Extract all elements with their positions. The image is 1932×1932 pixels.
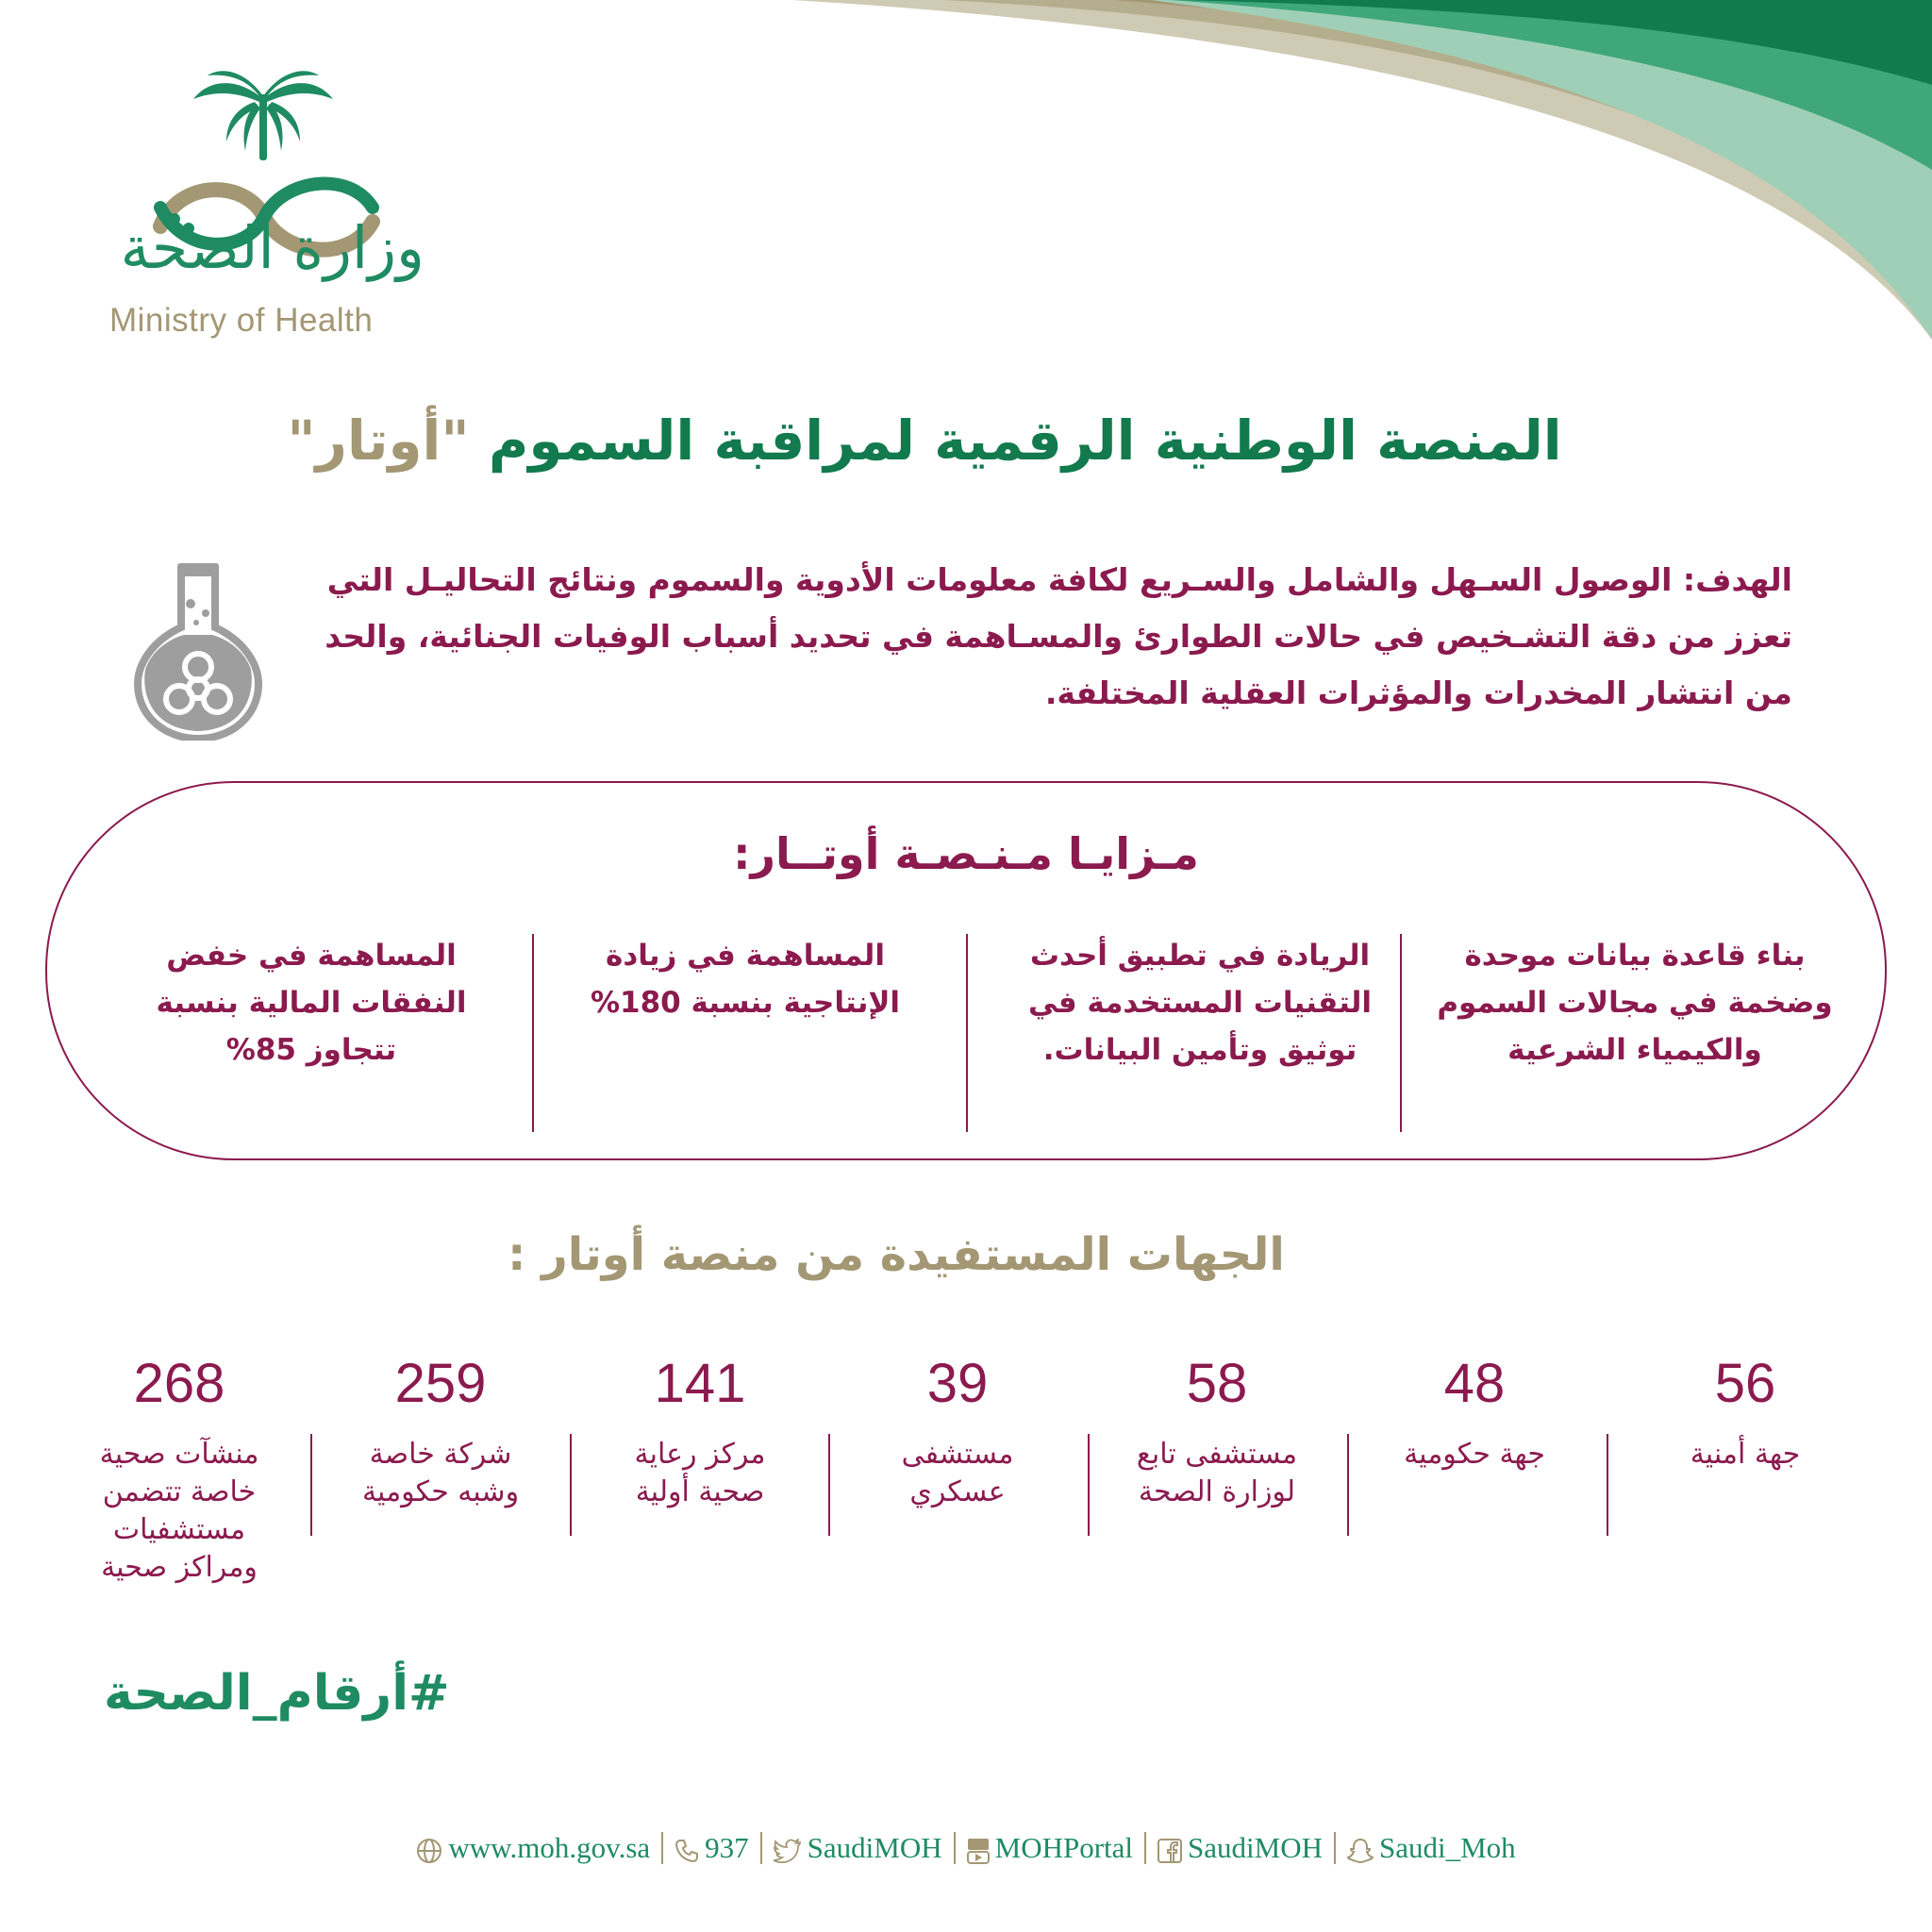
snapchat-text: Saudi_Moh <box>1378 1830 1516 1864</box>
stat-divider <box>570 1434 572 1536</box>
footer-separator <box>760 1832 762 1864</box>
page-title <box>189 406 1660 476</box>
footer-phone[interactable] <box>675 1831 749 1865</box>
stat-item <box>1623 1353 1868 1474</box>
footer-youtube[interactable] <box>967 1831 1133 1865</box>
biohazard-flask-icon <box>132 561 264 741</box>
feature-divider <box>532 934 534 1132</box>
globe-icon <box>416 1838 442 1864</box>
youtube-icon <box>967 1838 990 1864</box>
phone-icon <box>675 1839 699 1863</box>
stat-item <box>1094 1353 1340 1511</box>
palm-icon <box>193 71 333 160</box>
feature-item: بناء قاعدة بيانات موحدة وضخمة في مجالات السموم والكيمياء الشرعية <box>1437 939 1833 1067</box>
logo-english-name: Ministry of Health <box>109 302 374 339</box>
stat-divider <box>828 1434 830 1536</box>
stat-label: جهة أمنية <box>1690 1438 1801 1471</box>
twitter-text: SaudiMOH <box>807 1830 942 1864</box>
footer-twitter[interactable] <box>774 1831 942 1865</box>
hashtag: #أرقام_الصحة <box>104 1665 450 1722</box>
youtube-text: MOHPortal <box>994 1830 1134 1864</box>
goal-paragraph: الهدف: الوصول السـهل والشامل والسـريع لكافة معلومات الأدوية والسموم ونتائج التحاليـل التي تعزز من دقة التشـخيص في حالات الطوارئ والمسـاهمة في تحديد أسباب الوفيات الجنائية، والحد من انتشار المخدرات والمؤثرات العقلية المختلفة. <box>325 561 1792 711</box>
feature-item: المساهمة في زيادة الإنتاجية بنسبة 180% <box>590 939 901 1020</box>
stat-number: 56 <box>1714 1353 1776 1414</box>
footer-website[interactable] <box>416 1831 650 1865</box>
stat-number: 48 <box>1443 1353 1506 1414</box>
feature-divider <box>966 934 968 1132</box>
feature-item: المساهمة في خفض النفقات المالية بنسبة تتجاوز 85% <box>156 939 467 1067</box>
stat-number: 141 <box>654 1353 746 1414</box>
stat-label: جهة حكومية <box>1404 1438 1545 1471</box>
stat-number: 58 <box>1186 1353 1248 1414</box>
facebook-text: SaudiMOH <box>1188 1830 1323 1864</box>
stat-divider <box>1088 1434 1090 1536</box>
stat-item <box>318 1353 563 1511</box>
stat-label: منشآت صحية خاصة تتضمن مستشفيات ومراكز صحية <box>99 1438 259 1584</box>
features-heading: مـزايـا مـنـصـة أوتــار: <box>733 828 1199 879</box>
footer-separator <box>661 1832 663 1864</box>
beneficiaries-heading: الجهات المستفيدة من منصة أوتار : <box>508 1228 1285 1281</box>
footer-contact-bar <box>0 1828 1932 1865</box>
title-main: المنصة الوطنية الرقمية لمراقبة السموم <box>488 408 1562 473</box>
footer-snapchat[interactable] <box>1347 1831 1516 1865</box>
website-text: www.moh.gov.sa <box>448 1830 651 1864</box>
stat-number: 268 <box>133 1353 225 1414</box>
stat-number: 259 <box>394 1353 487 1414</box>
snapchat-icon <box>1347 1838 1374 1864</box>
stat-divider <box>1607 1434 1608 1536</box>
title-quoted-name: "أوتار" <box>287 408 470 473</box>
stat-item <box>835 1353 1080 1511</box>
footer-separator <box>954 1832 956 1864</box>
feature-item: الريادة في تطبيق أحدث التقنيات المستخدمة في توثيق وتأمين البيانات. <box>1027 939 1373 1067</box>
footer-separator <box>1144 1832 1146 1864</box>
footer-separator <box>1334 1832 1336 1864</box>
facebook-icon <box>1158 1839 1182 1863</box>
twitter-icon <box>774 1839 802 1863</box>
features-box <box>45 781 1887 1160</box>
stat-item <box>57 1353 302 1587</box>
stat-label: مستشفى عسكري <box>901 1438 1014 1508</box>
stat-label: مركز رعاية صحية أولية <box>634 1438 766 1508</box>
phone-text: 937 <box>705 1830 749 1864</box>
stat-number: 39 <box>926 1353 989 1414</box>
stat-divider <box>310 1434 312 1536</box>
stat-label: شركة خاصة وشبه حكومية <box>361 1438 520 1508</box>
stat-divider <box>1347 1434 1349 1536</box>
feature-divider <box>1400 934 1402 1132</box>
stat-label: مستشفى تابع لوزارة الصحة <box>1136 1438 1298 1508</box>
stat-item <box>577 1353 823 1511</box>
logo-arabic-name: وزارة الصحة <box>120 213 425 282</box>
stat-item <box>1352 1353 1597 1474</box>
footer-facebook[interactable] <box>1158 1831 1323 1865</box>
